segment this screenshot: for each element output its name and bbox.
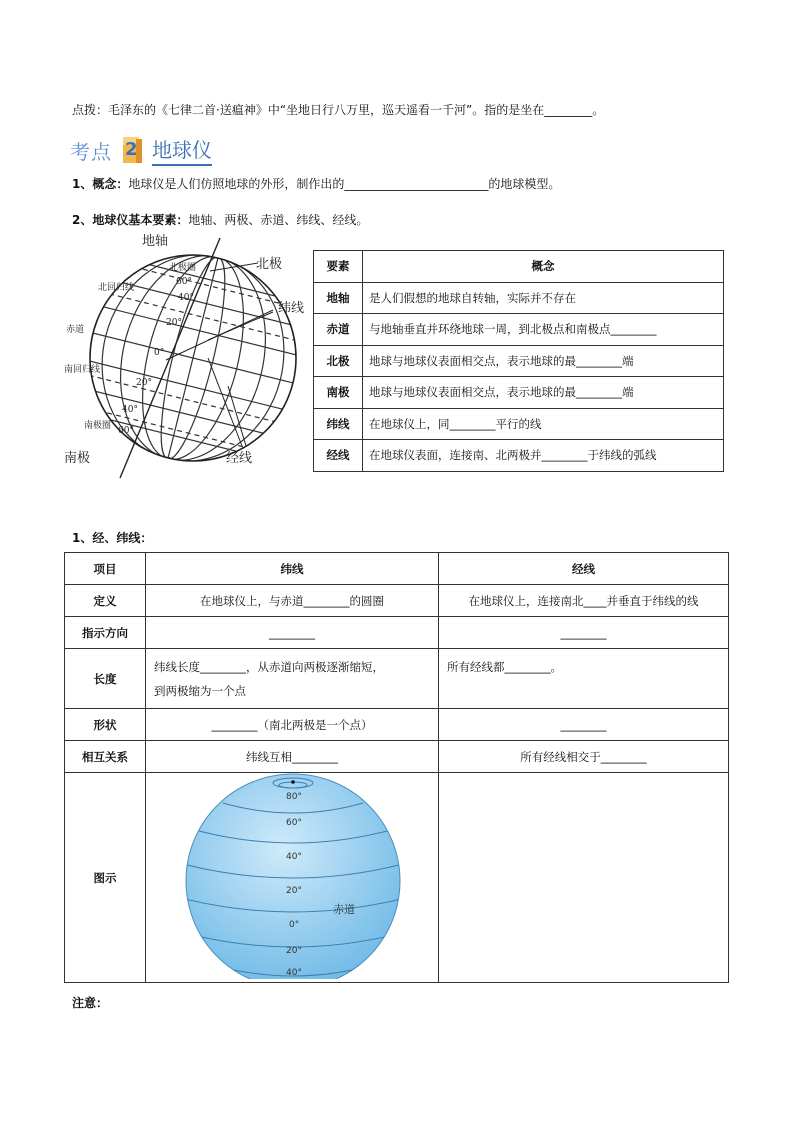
table-cell: 形状 [65,709,146,741]
table-cell: 在地球仪上，与赤道________的圆圈 [146,585,439,617]
deg-40n: 40° [178,293,194,303]
concept-label: 1、概念： [72,177,129,191]
deg-20n: 20° [166,318,182,328]
deg-0: 0° [289,920,300,930]
table-cell: 北极 [314,345,363,377]
table-row [65,709,729,741]
concept-text: 地球仪是人们仿照地球的外形，制作出的________________________的地球模型。 [128,177,561,191]
label-tropic-s: 南回归线 [64,365,101,375]
lat-lon-table [64,552,729,983]
table-cell: 所有经线都________。 [439,649,729,709]
table-cell [439,773,729,983]
deg-60s: 60° [118,426,134,436]
table-row [65,649,729,709]
label-antarctic: 南极圈 [84,421,112,431]
table-cell: 长度 [65,649,146,709]
label-tropic-n: 北回归线 [98,283,135,293]
table-row [65,553,729,585]
table-cell: 纬线 [314,408,363,440]
table-row [65,617,729,649]
table-cell: 相互关系 [65,741,146,773]
table-row [314,377,724,409]
table-cell-diagram [146,773,439,983]
table-cell: 地球与地球仪表面相交点，表示地球的最________端 [363,377,724,409]
table-cell: 赤道 [314,314,363,346]
table-row [65,585,729,617]
table-cell: 与地轴垂直并环绕地球一周，到北极点和南极点________ [363,314,724,346]
deg-40: 40° [286,852,302,862]
table-cell: 经线 [314,440,363,472]
table-cell: 纬线互相________ [146,741,439,773]
deg-40s: 40° [286,968,302,978]
table-cell: ________ [439,617,729,649]
table-cell: 定义 [65,585,146,617]
table-cell: 图示 [65,773,146,983]
section-heading [70,132,212,168]
table-header-cell: 经线 [439,553,729,585]
table-row [65,741,729,773]
deg-60: 60° [286,818,302,828]
table-cell: ________ [439,709,729,741]
table-row [65,773,729,983]
table-cell: 在地球仪上，连接南北____并垂直于纬线的线 [439,585,729,617]
table-row [314,282,724,314]
table-row [314,251,724,283]
equator-label: 赤道 [333,903,355,916]
table-cell: 在地球仪表面，连接南、北两极并________于纬线的弧线 [363,440,724,472]
table-row [314,314,724,346]
section-badge: 考点 [70,139,112,164]
label-equator: 赤道 [66,325,85,335]
elements-text: 地轴、两极、赤道、纬线、经线。 [188,213,369,227]
length-line-1: 纬线长度________，从赤道向两极逐渐缩短， [154,660,384,674]
table-header-cell: 要素 [314,251,363,283]
table-header-cell: 项目 [65,553,146,585]
label-axis: 地轴 [142,234,169,249]
deg-60n: 60° [176,277,192,287]
table-cell [146,649,439,709]
table-row [314,408,724,440]
table-cell: 地轴 [314,282,363,314]
deg-80: 80° [286,792,302,802]
elements-table [313,250,724,472]
note-label: 注意： [72,996,109,1010]
section-title: 地球仪 [152,134,212,166]
table-cell: 在地球仪上，同________平行的线 [363,408,724,440]
intro-line: 点拨：毛泽东的《七律二首·送瘟神》中“坐地日行八万里，巡天遥看一千河”。指的是坐在________。 [72,103,605,117]
deg-20: 20° [286,886,302,896]
label-longitude: 经线 [226,451,253,466]
label-south-pole: 南极 [64,451,91,466]
table-cell: 是人们假想的地球自转轴，实际并不存在 [363,282,724,314]
label-latitude: 纬线 [278,301,305,316]
latitude-globe-diagram [147,773,437,979]
deg-20s: 20° [136,378,152,388]
deg-40s: 40° [122,405,138,415]
table-cell: 地球与地球仪表面相交点，表示地球的最________端 [363,345,724,377]
elements-line [72,211,368,229]
concept-line [72,175,560,193]
section-number-icon [120,135,144,165]
deg-20s: 20° [286,946,302,956]
pole-point [291,780,295,784]
table-cell: ________（南北两极是一个点） [146,709,439,741]
table-cell: ________ [146,617,439,649]
table-row [314,345,724,377]
table-cell: 指示方向 [65,617,146,649]
table-cell: 南极 [314,377,363,409]
table-header-cell: 纬线 [146,553,439,585]
table-cell: 所有经线相交于________ [439,741,729,773]
deg-0: 0° [154,348,165,358]
elements-label: 2、地球仪基本要素： [72,213,189,227]
subsection-label: 1、经、纬线： [72,531,153,545]
label-arctic: 北极圈 [169,263,197,273]
section-number: 2 [125,139,138,160]
globe-diagram [58,228,318,488]
label-north-pole: 北极 [256,257,283,272]
table-row [314,440,724,472]
length-line-2: 到两极缩为一个点 [154,684,246,698]
table-header-cell: 概念 [363,251,724,283]
